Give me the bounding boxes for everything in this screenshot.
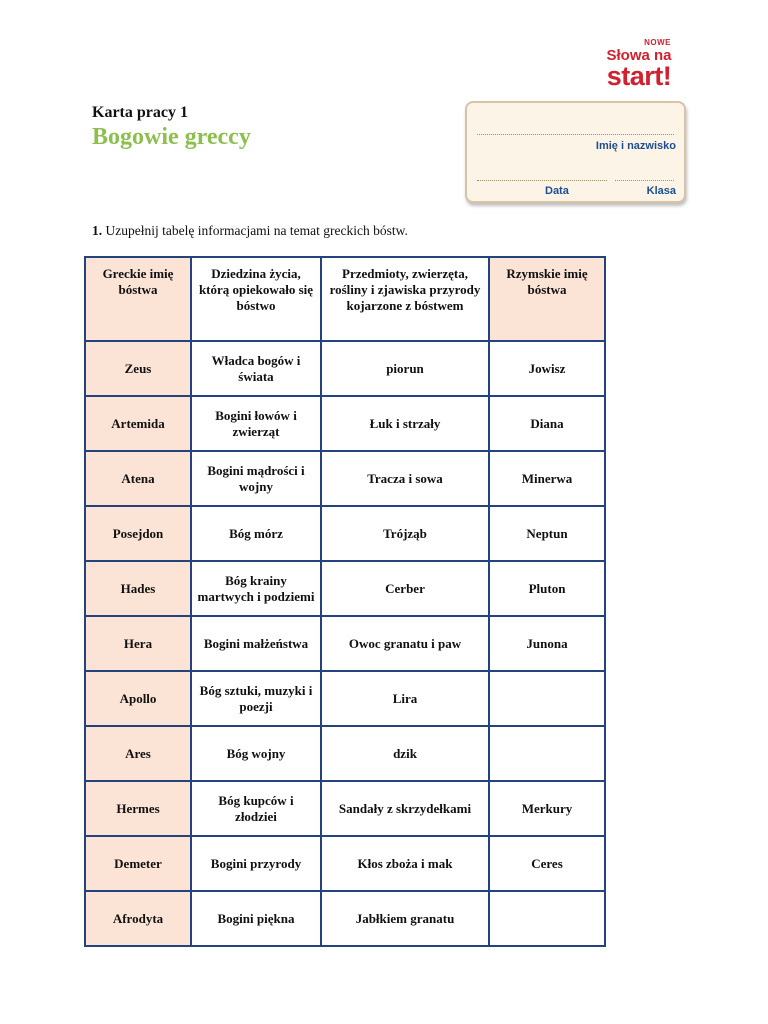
roman-name-cell[interactable]: [489, 891, 605, 946]
greek-name-cell: Afrodyta: [85, 891, 191, 946]
class-line[interactable]: [615, 180, 674, 181]
date-label: Data: [545, 185, 569, 197]
table-row: [85, 341, 605, 396]
attributes-cell[interactable]: Cerber: [321, 561, 489, 616]
logo-line-1: NOWE: [644, 38, 671, 47]
name-label: Imię i nazwisko: [595, 140, 676, 152]
roman-name-cell[interactable]: Ceres: [489, 836, 605, 891]
table-row: [85, 506, 605, 561]
domain-cell[interactable]: Bogini małżeństwa: [191, 616, 321, 671]
table-row: [85, 836, 605, 891]
page-title: Bogowie greccy: [92, 124, 251, 150]
date-line[interactable]: [477, 180, 607, 181]
table-row: [85, 451, 605, 506]
roman-name-cell[interactable]: Junona: [489, 616, 605, 671]
worksheet-label: Karta pracy 1: [92, 104, 188, 121]
domain-cell[interactable]: Bóg kupców i złodziei: [191, 781, 321, 836]
table-header-row: [85, 257, 605, 341]
table-row: [85, 671, 605, 726]
roman-name-cell[interactable]: Pluton: [489, 561, 605, 616]
table-row: [85, 726, 605, 781]
roman-name-cell[interactable]: Minerwa: [489, 451, 605, 506]
greek-name-cell: Demeter: [85, 836, 191, 891]
header-attributes: Przedmioty, zwierzęta, rośliny i zjawiska przyrody kojarzone z bóstwem: [321, 257, 489, 341]
roman-name-cell[interactable]: [489, 726, 605, 781]
domain-cell[interactable]: Bóg wojny: [191, 726, 321, 781]
greek-name-cell: Hera: [85, 616, 191, 671]
header-domain: Dziedzina życia, którą opiekowało się bóstwo: [191, 257, 321, 341]
table-row: [85, 396, 605, 451]
attributes-cell[interactable]: Kłos zboża i mak: [321, 836, 489, 891]
domain-cell[interactable]: Bóg sztuki, muzyki i poezji: [191, 671, 321, 726]
roman-name-cell[interactable]: [489, 671, 605, 726]
greek-name-cell: Apollo: [85, 671, 191, 726]
publisher-logo: [599, 38, 679, 89]
attributes-cell[interactable]: Tracza i sowa: [321, 451, 489, 506]
student-info-box: [465, 101, 686, 203]
logo-line-3: start!: [606, 61, 672, 91]
task-number: 1.: [92, 223, 103, 238]
greek-name-cell: Ares: [85, 726, 191, 781]
greek-name-cell: Zeus: [85, 341, 191, 396]
roman-name-cell[interactable]: Jowisz: [489, 341, 605, 396]
domain-cell[interactable]: Bóg mórz: [191, 506, 321, 561]
greek-name-cell: Posejdon: [85, 506, 191, 561]
logo-line-2: Słowa na: [606, 47, 672, 64]
table-row: [85, 781, 605, 836]
roman-name-cell[interactable]: Neptun: [489, 506, 605, 561]
header-greek-name: Greckie imię bóstwa: [85, 257, 191, 341]
table-row: [85, 891, 605, 946]
greek-name-cell: Artemida: [85, 396, 191, 451]
task-text: Uzupełnij tabelę informacjami na temat greckich bóstw.: [105, 223, 408, 238]
table-row: [85, 561, 605, 616]
attributes-cell[interactable]: Lira: [321, 671, 489, 726]
attributes-cell[interactable]: Trójząb: [321, 506, 489, 561]
domain-cell[interactable]: Władca bogów i świata: [191, 341, 321, 396]
greek-name-cell: Hades: [85, 561, 191, 616]
table-row: [85, 616, 605, 671]
domain-cell[interactable]: Bóg krainy martwych i podziemi: [191, 561, 321, 616]
domain-cell[interactable]: Bogini piękna: [191, 891, 321, 946]
attributes-cell[interactable]: dzik: [321, 726, 489, 781]
attributes-cell[interactable]: Owoc granatu i paw: [321, 616, 489, 671]
attributes-cell[interactable]: Jabłkiem granatu: [321, 891, 489, 946]
attributes-cell[interactable]: Łuk i strzały: [321, 396, 489, 451]
attributes-cell[interactable]: Sandały z skrzydełkami: [321, 781, 489, 836]
attributes-cell[interactable]: piorun: [321, 341, 489, 396]
greek-name-cell: Atena: [85, 451, 191, 506]
roman-name-cell[interactable]: Merkury: [489, 781, 605, 836]
greek-name-cell: Hermes: [85, 781, 191, 836]
domain-cell[interactable]: Bogini łowów i zwierząt: [191, 396, 321, 451]
roman-name-cell[interactable]: Diana: [489, 396, 605, 451]
name-line[interactable]: [477, 134, 674, 135]
gods-table: [84, 256, 606, 947]
domain-cell[interactable]: Bogini mądrości i wojny: [191, 451, 321, 506]
task-instruction: [92, 223, 408, 239]
header-roman-name: Rzymskie imię bóstwa: [489, 257, 605, 341]
domain-cell[interactable]: Bogini przyrody: [191, 836, 321, 891]
class-label: Klasa: [646, 185, 676, 197]
